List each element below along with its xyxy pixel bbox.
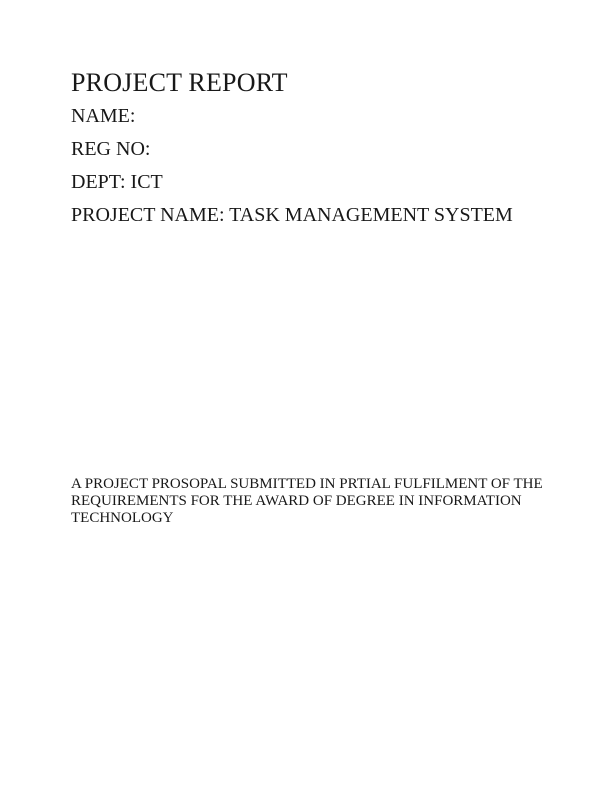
proposal-statement	[71, 476, 541, 527]
field-dept: DEPT: ICT	[71, 171, 163, 193]
field-reg-no: REG NO:	[71, 138, 151, 160]
page-title: PROJECT REPORT	[71, 68, 288, 97]
field-project-name: PROJECT NAME: TASK MANAGEMENT SYSTEM	[71, 204, 513, 226]
proposal-statement-line: TECHNOLOGY	[71, 510, 174, 526]
proposal-statement-line: REQUIREMENTS FOR THE AWARD OF DEGREE IN INFORMATION	[71, 493, 522, 509]
title-block	[71, 66, 552, 232]
proposal-statement-line: A PROJECT PROSOPAL SUBMITTED IN PRTIAL FULFILMENT OF THE	[71, 476, 543, 492]
field-name: NAME:	[71, 105, 136, 127]
